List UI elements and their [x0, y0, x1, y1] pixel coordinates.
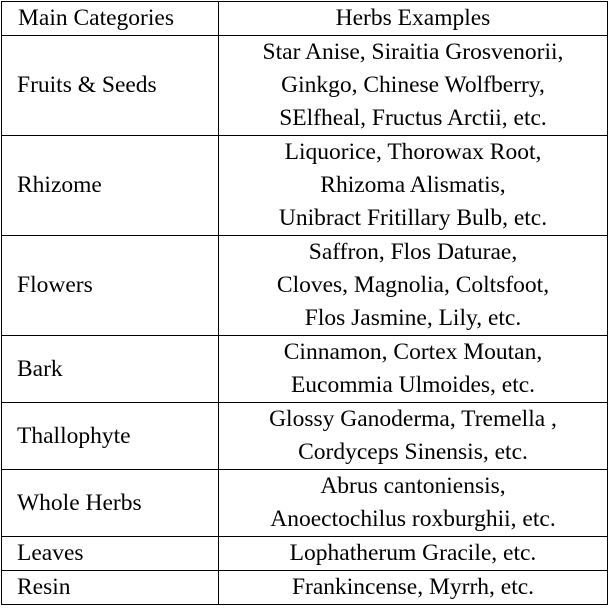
herbs-line: Eucommia Ulmoides, etc. [290, 372, 536, 398]
herbs-line: Cinnamon, Cortex Moutan, [283, 339, 543, 365]
herbs-cell [219, 236, 608, 336]
herbs-cell [219, 36, 608, 136]
herbs-cell [219, 336, 608, 403]
herbs-cell [219, 537, 608, 571]
herbs-line: SElfheal, Fructus Arctii, etc. [279, 105, 547, 131]
herbs-line: Liquorice, Thorowax Root, [284, 139, 542, 165]
table-row [2, 36, 608, 136]
herbs-cell [219, 403, 608, 470]
category-cell: Flowers [2, 236, 219, 336]
herbs-cell [219, 136, 608, 236]
category-cell: Leaves [2, 537, 219, 571]
herbs-line: Unibract Fritillary Bulb, etc. [278, 205, 548, 231]
herbs-line: Cordyceps Sinensis, etc. [298, 439, 528, 465]
herbs-line: Ginkgo, Chinese Wolfberry, [281, 72, 545, 98]
herbs-line: Saffron, Flos Daturae, [308, 239, 518, 265]
herbs-line: Rhizoma Alismatis, [320, 172, 506, 198]
table-row [2, 236, 608, 336]
category-cell: Rhizome [2, 136, 219, 236]
table-row [2, 136, 608, 236]
herbs-cell [219, 571, 608, 605]
herbs-line: Lophatherum Gracile, etc. [289, 540, 537, 566]
herbs-line: Anoectochilus roxburghii, etc. [270, 506, 556, 532]
table-row [2, 336, 608, 403]
header-main-categories: Main Categories [2, 2, 219, 36]
category-cell: Thallophyte [2, 403, 219, 470]
table-row [2, 571, 608, 605]
herbs-line: Glossy Ganoderma, Tremella , [269, 406, 557, 432]
herbs-line: Abrus cantoniensis, [320, 473, 506, 499]
header-herbs-examples: Herbs Examples [219, 2, 608, 36]
herbs-line: Cloves, Magnolia, Coltsfoot, [276, 272, 550, 298]
herbs-cell [219, 470, 608, 537]
herbs-line: Star Anise, Siraitia Grosvenorii, [262, 39, 564, 65]
category-cell: Resin [2, 571, 219, 605]
table-row [2, 403, 608, 470]
category-cell: Whole Herbs [2, 470, 219, 537]
header-row [2, 2, 608, 36]
category-cell: Bark [2, 336, 219, 403]
table-row [2, 470, 608, 537]
herbs-table [1, 1, 608, 605]
herbs-line: Frankincense, Myrrh, etc. [291, 574, 535, 600]
table-row [2, 537, 608, 571]
herbs-line: Flos Jasmine, Lily, etc. [304, 305, 522, 331]
category-cell: Fruits & Seeds [2, 36, 219, 136]
